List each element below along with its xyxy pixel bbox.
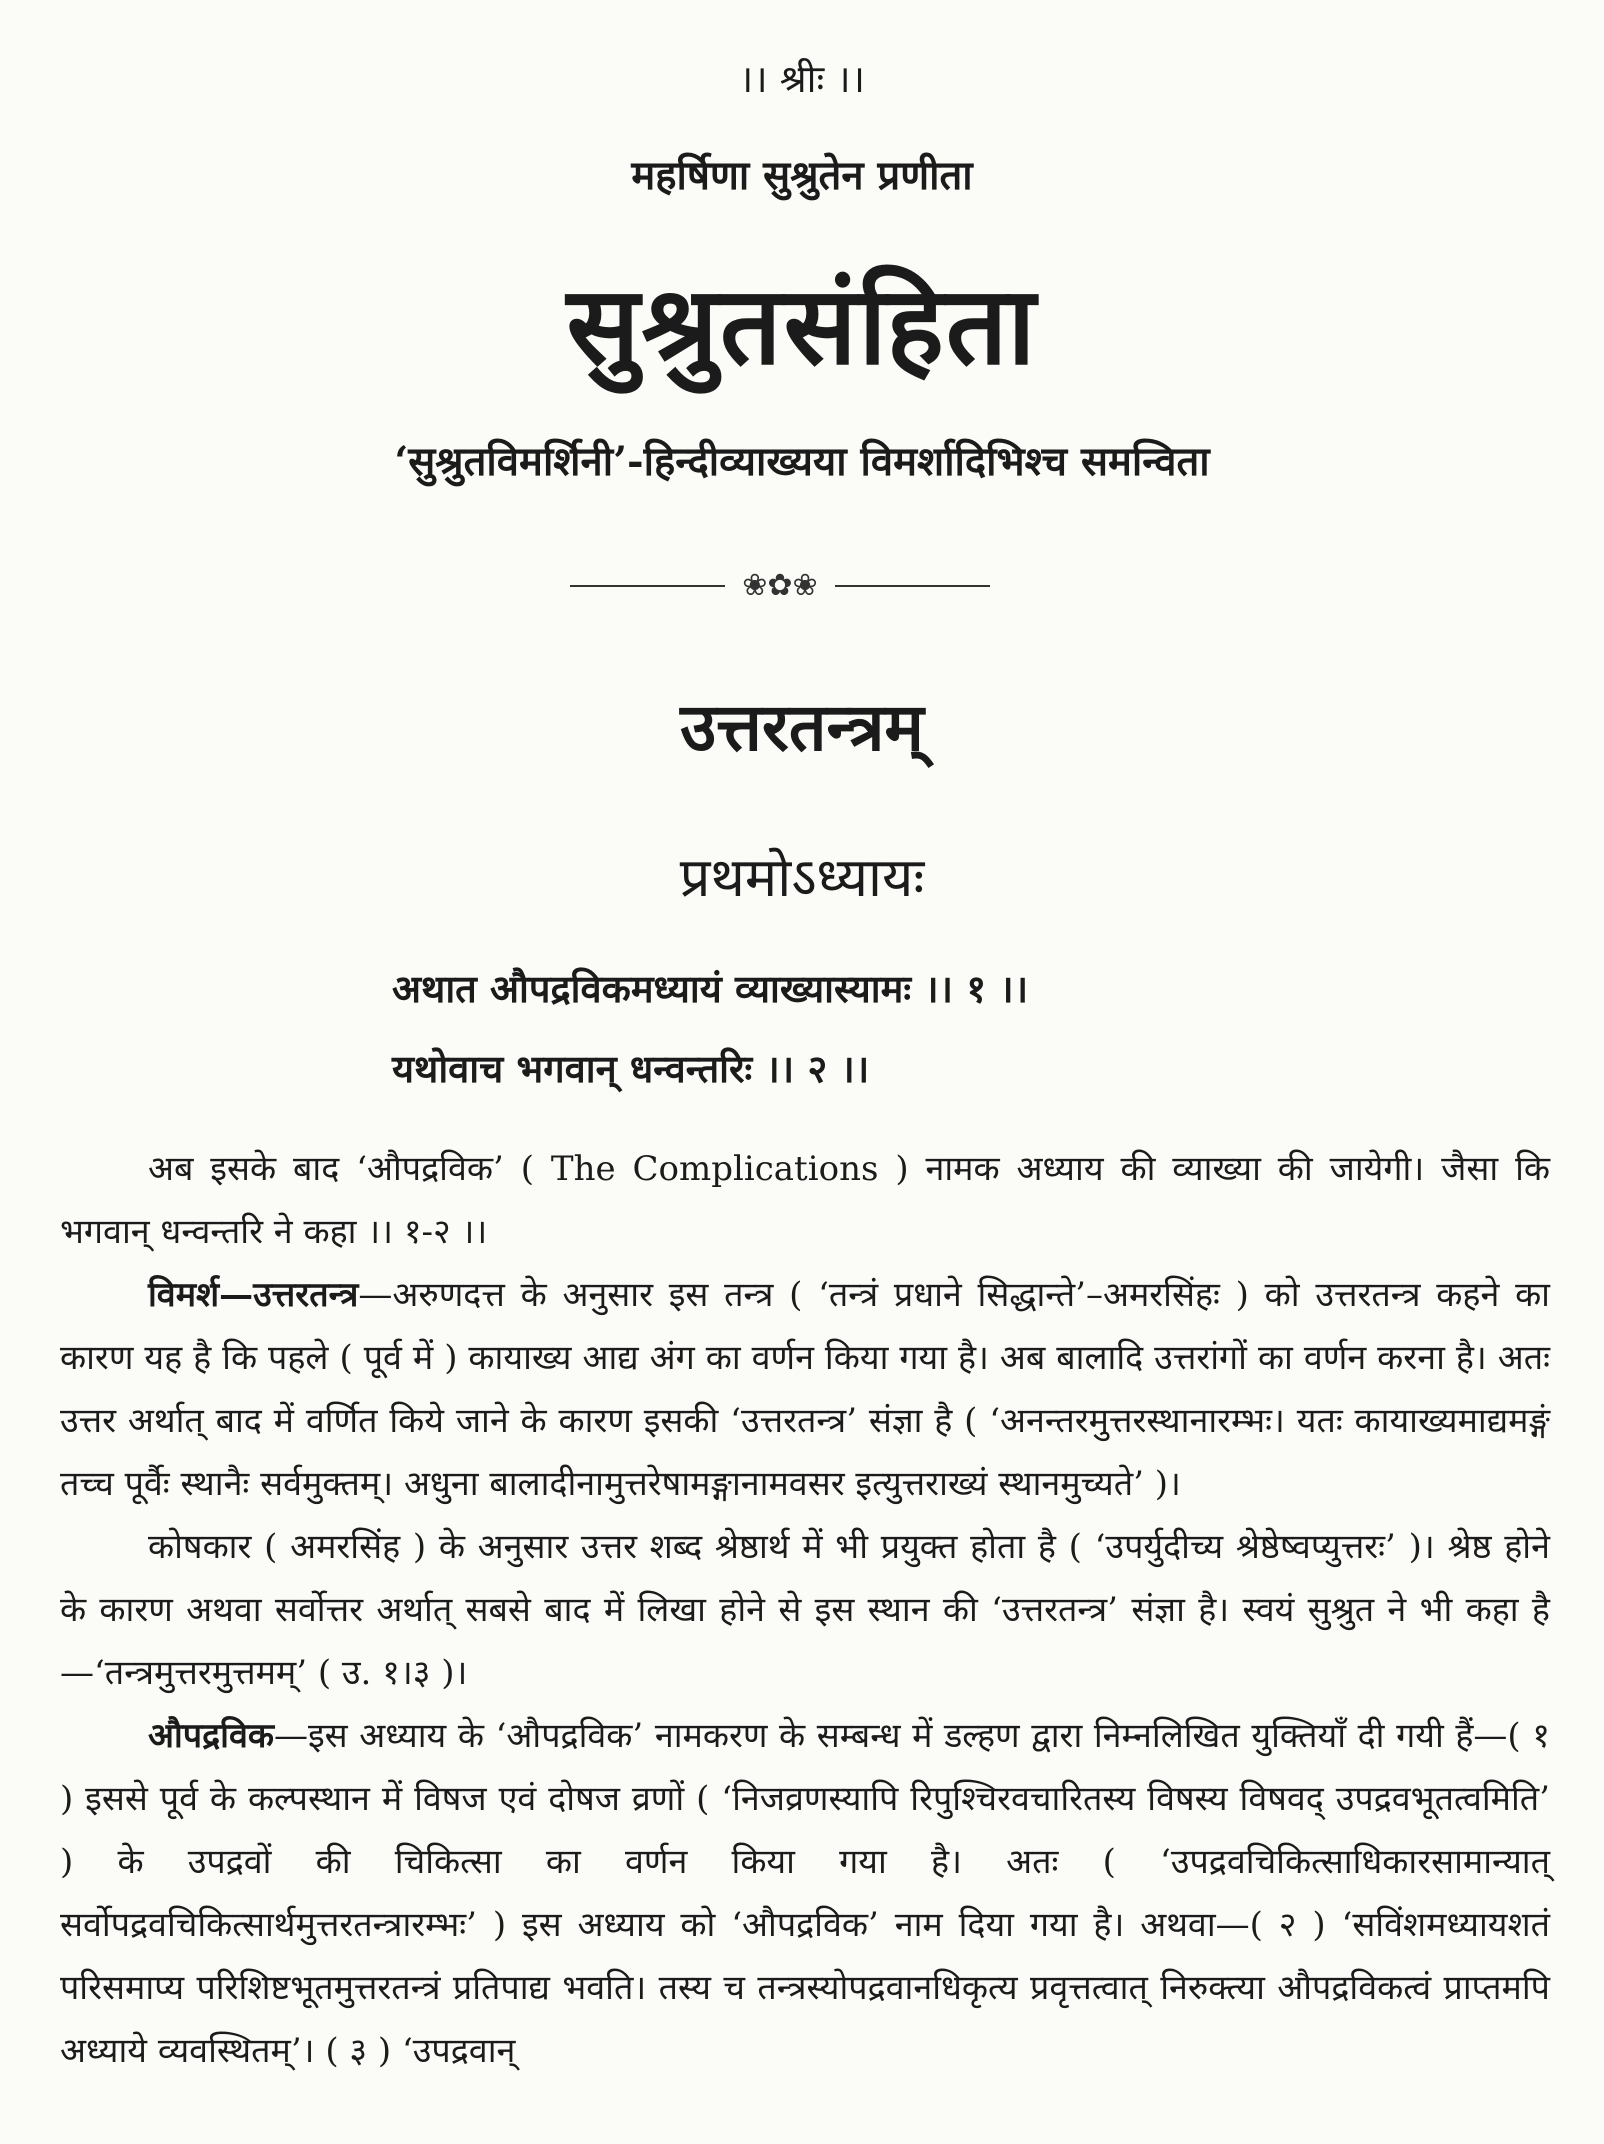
sutra-1: अथात औपद्रविकमध्यायं व्याख्यास्यामः ।। १ ।। <box>392 966 1029 1011</box>
divider-line-left <box>570 585 725 587</box>
commentary-body <box>60 1138 1550 2083</box>
floral-ornament-icon: ❀✿❀ <box>742 568 818 603</box>
divider-line-right <box>835 585 990 587</box>
paragraph-text: अब इसके बाद ‘औपद्रविक’ ( The Complications ) नामक अध्याय की व्याख्या की जायेगी। जैसा कि भगवान् धन्वन्तरि ने कहा ।। १-२ ।। <box>60 1149 1550 1252</box>
ornamental-divider <box>570 566 990 606</box>
paragraph-koshakara <box>60 1516 1550 1705</box>
book-subtitle: ‘सुश्रुतविमर्शिनी’-हिन्दीव्याख्यया विमर्शादिभिश्च समन्विता <box>394 438 1210 485</box>
paragraph-text: —इस अध्याय के ‘औपद्रविक’ नामकरण के सम्बन्ध में डल्हण द्वारा निम्नलिखित युक्तियाँ दी गयी हैं—( १ ) इससे पूर्व के कल्पस्थान में विषज एवं दोषज व्रणों ( ‘निजव्रणस्यापि रिपुश्चिरवचारितस्य विषस्य विषवद् उपद्रवभूतत्वमिति’ ) के उपद्रवों की चिकित्सा का वर्णन किया गया है। अतः ( ‘उपद्रवचिकित्साधिकारसामान्यात् सर्वोपद्रवचिकित्सार्थमुत्तरतन्त्रारम्भः’ ) इस अध्याय को ‘औपद्रविक’ नाम दिया गया है। अथवा—( २ ) ‘सविंशमध्यायशतं परिसमाप्य परिशिष्टभूतमुत्तरतन्त्रं प्रतिपाद्य भवति। तस्य च तन्त्रस्योपद्रवानधिकृत्य प्रवृत्तत्वात् निरुक्त्या औपद्रविकत्वं प्राप्तमपि अध्याये व्यवस्थितम्’। ( ३ ) ‘उपद्रवान् <box>60 1716 1550 2071</box>
paragraph-text: —अरुणदत्त के अनुसार इस तन्त्र ( ‘तन्त्रं प्रधाने सिद्धान्ते’–अमरसिंहः ) को उत्तरतन्त्र कहने का कारण यह है कि पहले ( पूर्व में ) कायाख्य आद्य अंग का वर्णन किया गया है। अब बालादि उत्तरांगों का वर्णन करना है। अतः उत्तर अर्थात् बाद में वर्णित किये जाने के कारण इसकी ‘उत्तरतन्त्र’ संज्ञा है ( ‘अनन्तरमुत्तरस्थानारम्भः। यतः कायाख्यमाद्यमङ्गं तच्च पूर्वैः स्थानैः सर्वमुक्तम्। अधुना बालादीनामुत्तरेषामङ्गानामवसर इत्युत्तराख्यं स्थानमुच्यते’ )। <box>60 1275 1550 1504</box>
paragraph-text: कोषकार ( अमरसिंह ) के अनुसार उत्तर शब्द श्रेष्ठार्थ में भी प्रयुक्त होता है ( ‘उपर्युदीच्य श्रेष्ठेष्वप्युत्तरः’ )। श्रेष्ठ होने के कारण अथवा सर्वोत्तर अर्थात् सबसे बाद में लिखा होने से इस स्थान की ‘उत्तरतन्त्र’ संज्ञा है। स्वयं सुश्रुत ने भी कहा है—‘तन्त्रमुत्तरमुत्तमम्’ ( उ. १।३ )। <box>60 1527 1550 1693</box>
chapter-title: प्रथमोऽध्यायः <box>679 846 925 909</box>
paragraph-lead: औपद्रविक <box>148 1716 274 1756</box>
sutra-2: यथोवाच भगवान् धन्वन्तरिः ।। २ ।। <box>392 1046 870 1091</box>
pretitle: महर्षिणा सुश्रुतेन प्रणीता <box>631 152 973 199</box>
paragraph-translation <box>60 1138 1550 1264</box>
invocation-line: ।। श्रीः ।। <box>738 57 866 101</box>
paragraph-lead: विमर्श—उत्तरतन्त्र <box>148 1275 359 1315</box>
paragraph-aupadravika <box>60 1705 1550 2083</box>
section-title: उत्तरतन्त्रम् <box>680 688 924 766</box>
paragraph-vimarsha <box>60 1264 1550 1516</box>
book-title: सुश्रुतसंहिता <box>566 263 1038 389</box>
